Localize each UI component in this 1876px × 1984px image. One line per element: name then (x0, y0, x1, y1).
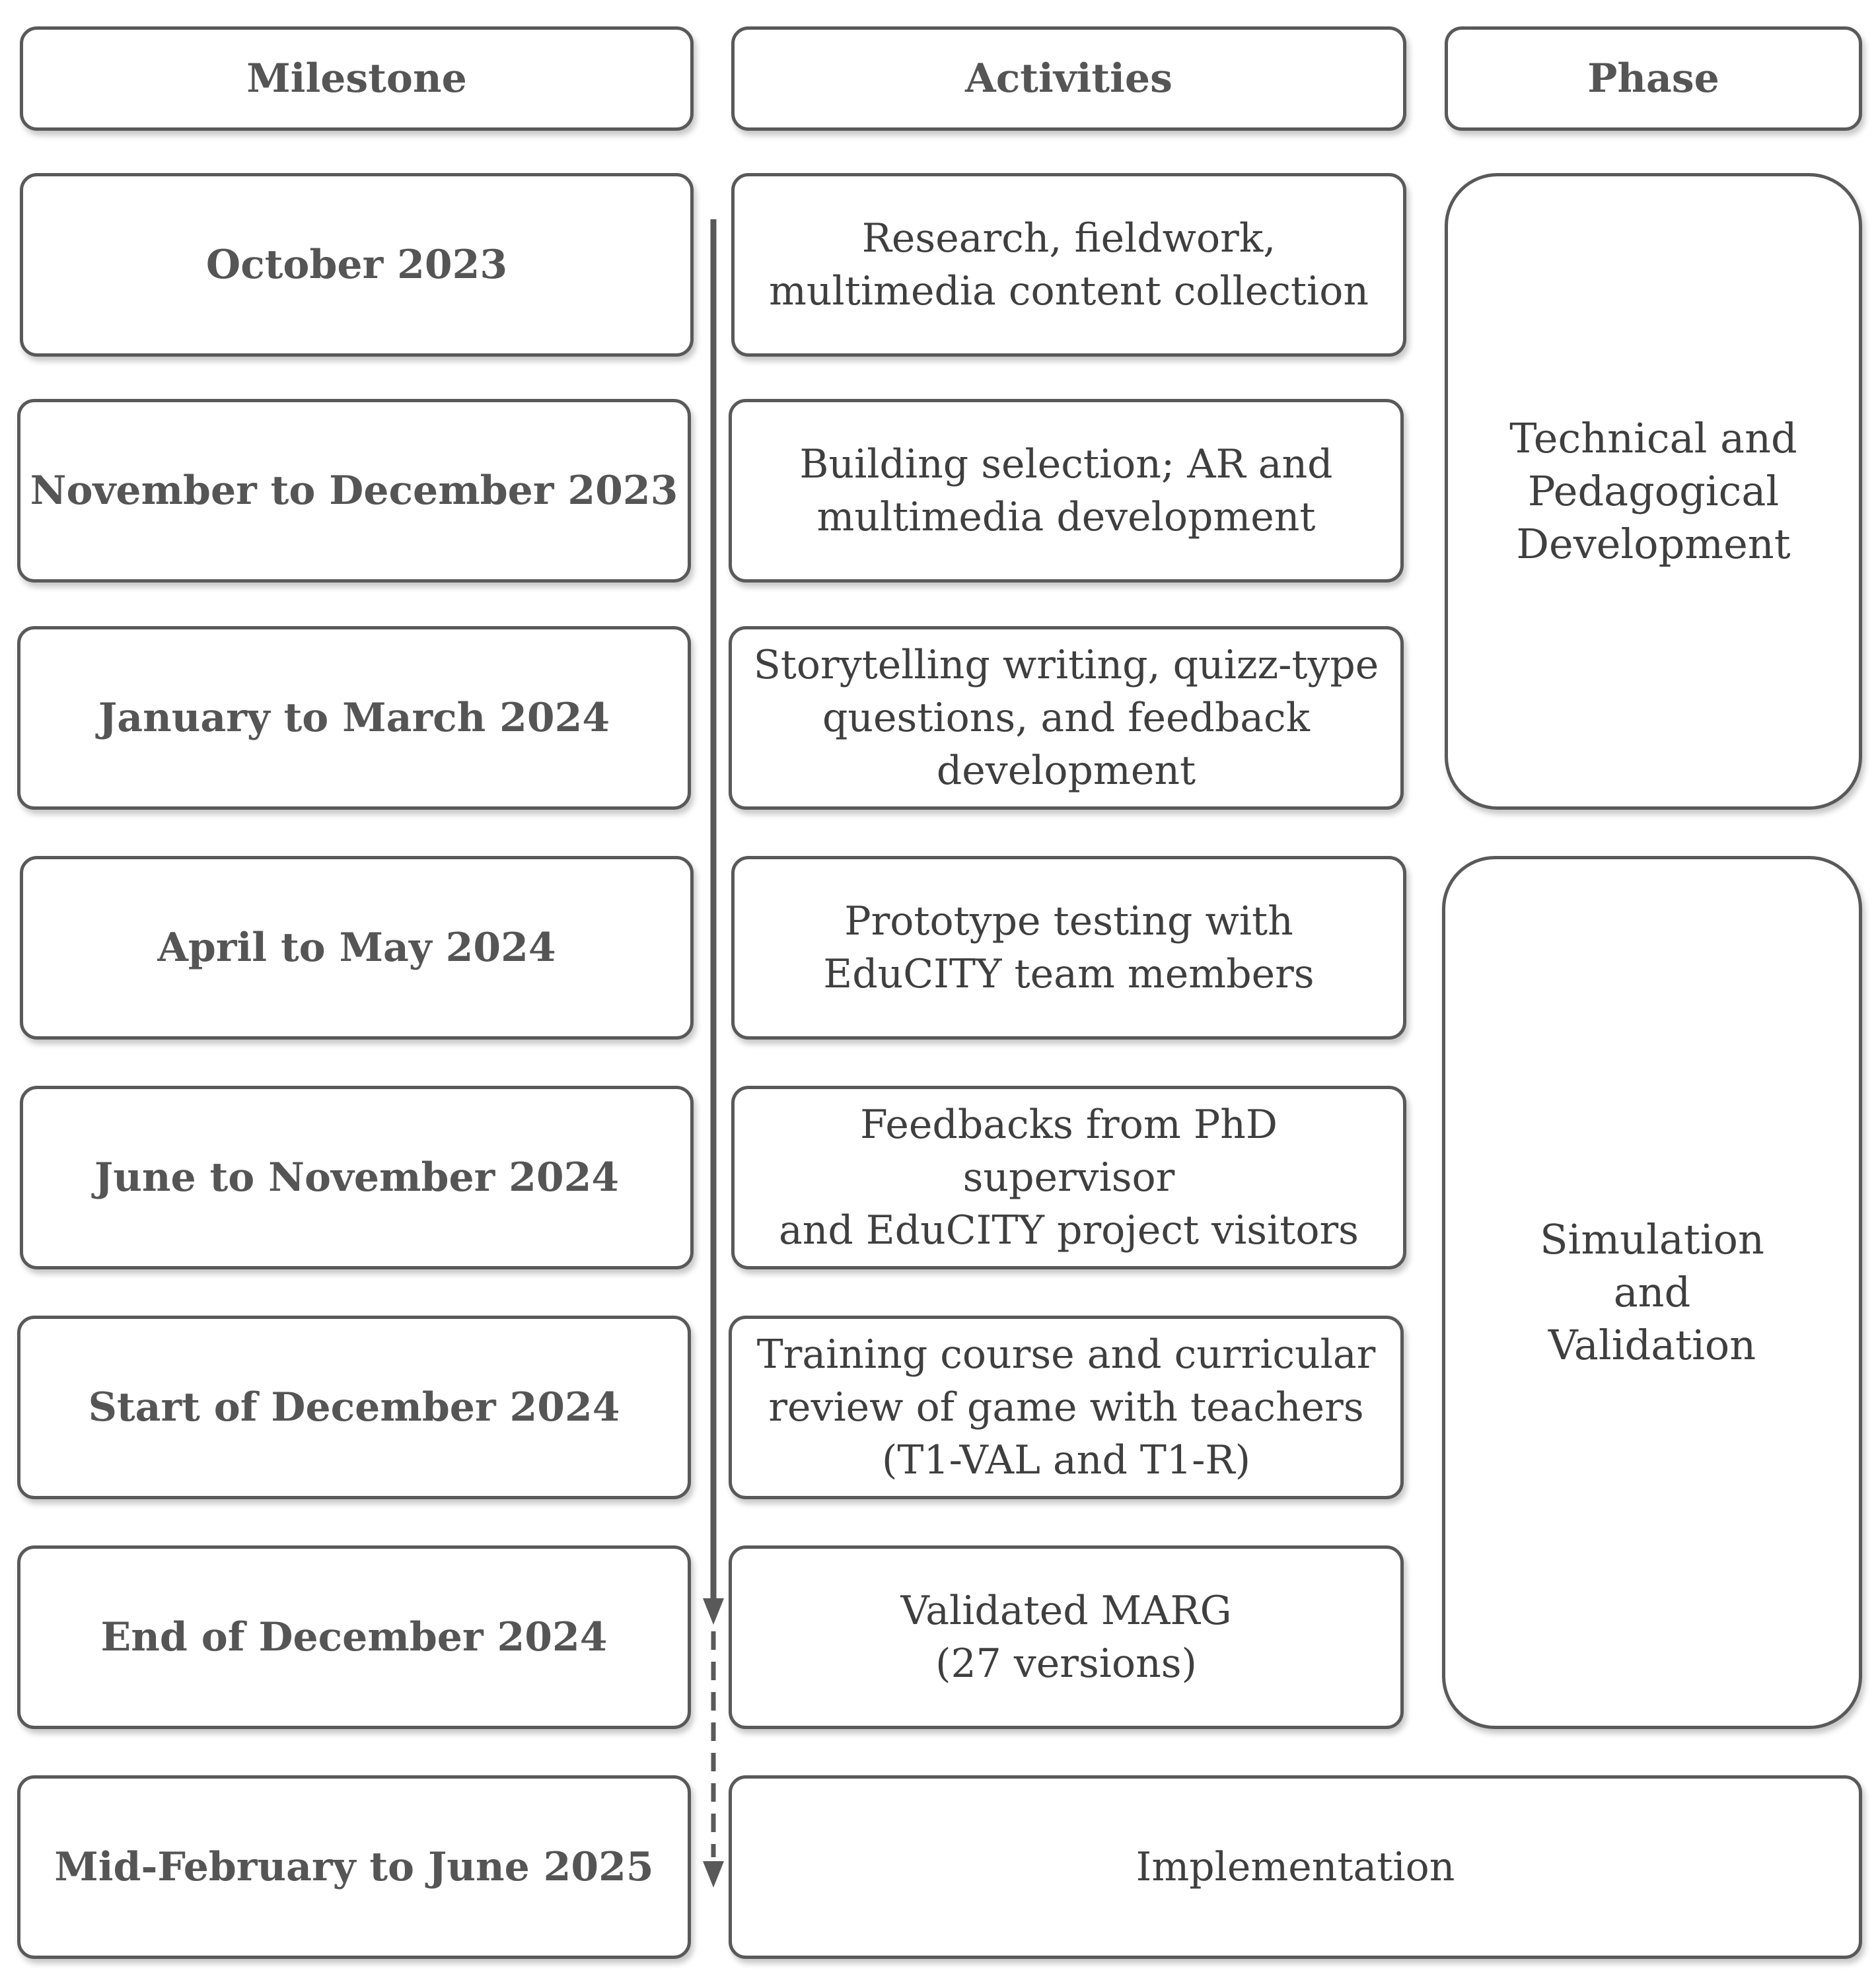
timeline-arrowhead-solid (703, 1598, 724, 1625)
activity-text: Validated MARG (27 versions) (900, 1588, 1232, 1687)
activity-text: Feedbacks from PhD supervisor and EduCITY project visitors (779, 1102, 1359, 1254)
header-phase-label: Phase (1587, 55, 1719, 102)
milestone-label: October 2023 (205, 242, 508, 288)
milestone-label: November to December 2023 (30, 468, 678, 514)
milestone-label: Start of December 2024 (88, 1384, 620, 1431)
phase-label: Technical and Pedagogical Development (1509, 414, 1797, 568)
header-milestone-label: Milestone (246, 55, 467, 102)
activity-text: Research, fieldwork, multimedia content collection (769, 215, 1369, 314)
activity-text: Storytelling writing, quizz-type questions, and feedback development (753, 642, 1379, 794)
activity-text: Prototype testing with EduCITY team members (823, 898, 1315, 997)
activity-text: Implementation (1136, 1844, 1455, 1890)
phase-label: Simulation and Validation (1540, 1215, 1764, 1369)
milestone-label: End of December 2024 (100, 1614, 608, 1660)
timeline-arrowhead-dashed (703, 1861, 724, 1888)
activity-text: Building selection; AR and multimedia development (799, 441, 1333, 540)
milestone-label: June to November 2024 (94, 1154, 620, 1201)
milestone-label: January to March 2024 (98, 695, 610, 741)
header-activities-label: Activities (965, 55, 1172, 102)
milestone-label: April to May 2024 (157, 925, 556, 971)
activity-text: Training course and curricular review of game with teachers (T1-VAL and T1-R) (756, 1331, 1376, 1483)
milestone-label: Mid-February to June 2025 (54, 1844, 654, 1890)
